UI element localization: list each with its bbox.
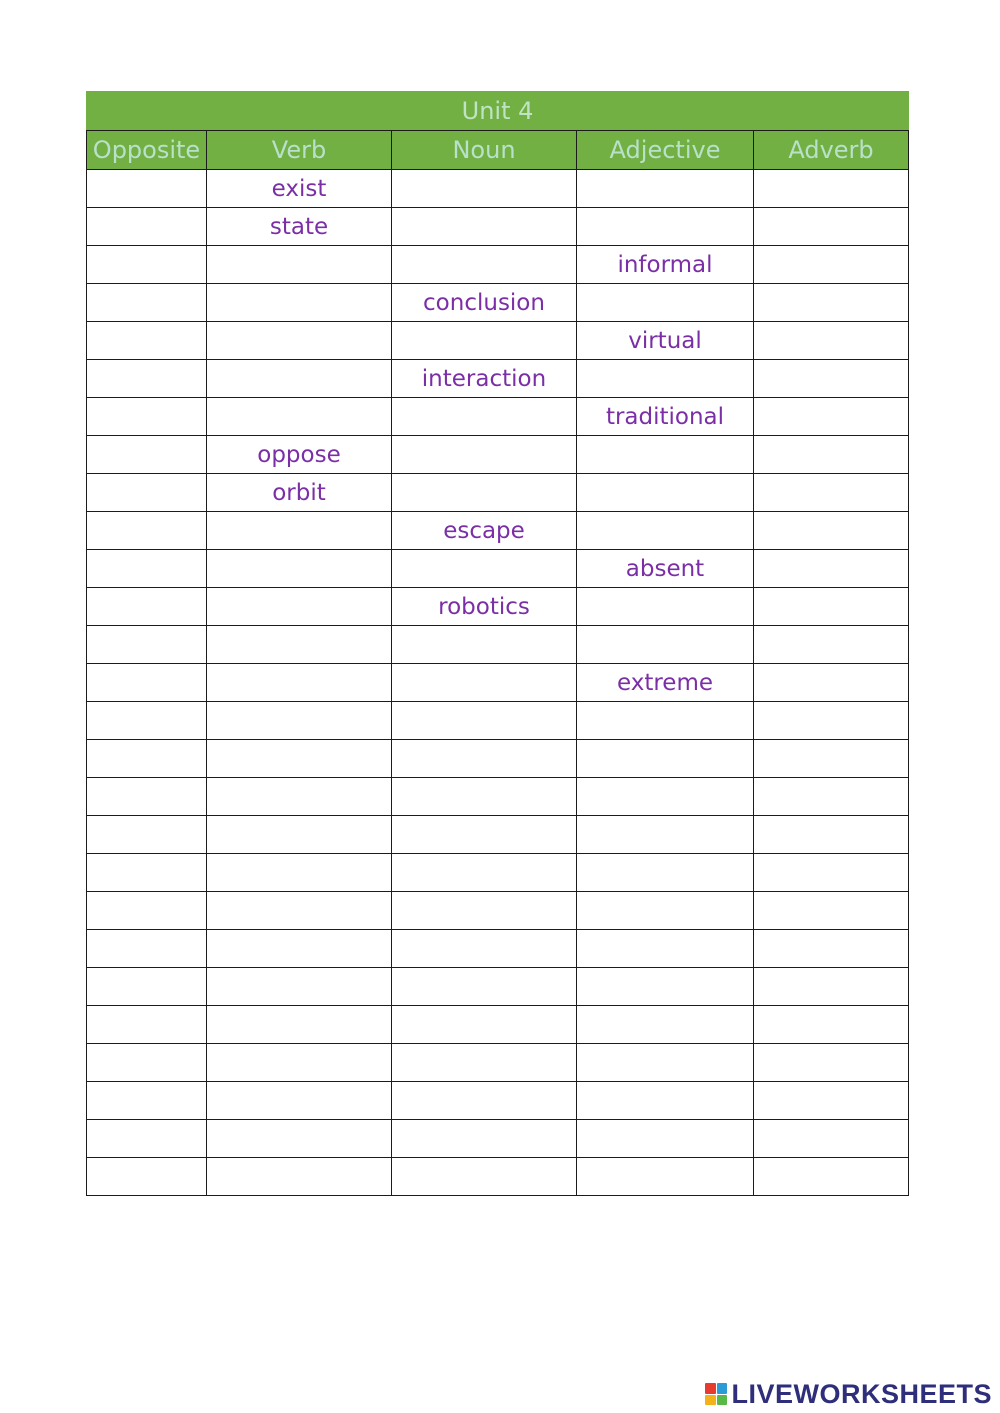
- cell-verb[interactable]: [207, 1120, 392, 1158]
- table-row: [87, 702, 909, 740]
- cell-opposite[interactable]: [87, 588, 207, 626]
- cell-opposite[interactable]: [87, 398, 207, 436]
- cell-opposite[interactable]: [87, 1006, 207, 1044]
- cell-verb[interactable]: [207, 626, 392, 664]
- cell-opposite[interactable]: [87, 816, 207, 854]
- cell-opposite[interactable]: [87, 1082, 207, 1120]
- cell-adverb[interactable]: [754, 284, 909, 322]
- cell-noun[interactable]: [392, 702, 577, 740]
- liveworksheets-logo-icon: [705, 1383, 727, 1405]
- cell-noun[interactable]: [392, 778, 577, 816]
- cell-verb[interactable]: [207, 930, 392, 968]
- cell-opposite[interactable]: [87, 284, 207, 322]
- cell-verb[interactable]: [207, 1082, 392, 1120]
- cell-adjective[interactable]: [577, 740, 754, 778]
- table-row: [87, 1082, 909, 1120]
- cell-verb[interactable]: [207, 968, 392, 1006]
- cell-adverb[interactable]: [754, 778, 909, 816]
- table-row: [87, 664, 909, 702]
- cell-adjective[interactable]: [577, 1082, 754, 1120]
- table-row: [87, 1120, 909, 1158]
- cell-adjective: traditional: [577, 398, 754, 436]
- cell-adverb[interactable]: [754, 664, 909, 702]
- cell-adverb[interactable]: [754, 550, 909, 588]
- cell-noun: robotics: [392, 588, 577, 626]
- cell-adjective[interactable]: [577, 968, 754, 1006]
- cell-noun[interactable]: [392, 968, 577, 1006]
- cell-opposite[interactable]: [87, 854, 207, 892]
- cell-verb[interactable]: [207, 550, 392, 588]
- cell-verb: oppose: [207, 436, 392, 474]
- cell-adjective[interactable]: [577, 1044, 754, 1082]
- liveworksheets-brand: [705, 1379, 992, 1409]
- table-row: [87, 740, 909, 778]
- cell-adverb[interactable]: [754, 626, 909, 664]
- cell-verb[interactable]: [207, 740, 392, 778]
- cell-verb: state: [207, 208, 392, 246]
- cell-adjective[interactable]: [577, 816, 754, 854]
- cell-adjective[interactable]: [577, 778, 754, 816]
- table-row: [87, 968, 909, 1006]
- cell-verb: exist: [207, 170, 392, 208]
- column-header-opposite: Opposite: [87, 131, 207, 170]
- table-row: [87, 778, 909, 816]
- cell-adjective: absent: [577, 550, 754, 588]
- cell-opposite[interactable]: [87, 778, 207, 816]
- cell-noun[interactable]: [392, 170, 577, 208]
- column-header-row: [87, 131, 909, 170]
- cell-noun[interactable]: [392, 1158, 577, 1196]
- cell-adverb[interactable]: [754, 1120, 909, 1158]
- table-row: [87, 892, 909, 930]
- cell-adverb[interactable]: [754, 816, 909, 854]
- table-row: [87, 436, 909, 474]
- table-row: [87, 474, 909, 512]
- cell-noun[interactable]: [392, 246, 577, 284]
- cell-verb[interactable]: [207, 816, 392, 854]
- table-row: [87, 360, 909, 398]
- cell-adverb[interactable]: [754, 1006, 909, 1044]
- cell-adjective[interactable]: [577, 1158, 754, 1196]
- cell-verb[interactable]: [207, 854, 392, 892]
- table-row: [87, 1006, 909, 1044]
- cell-verb[interactable]: [207, 322, 392, 360]
- word-formation-table: [86, 91, 909, 1196]
- table-row: [87, 284, 909, 322]
- cell-adverb[interactable]: [754, 322, 909, 360]
- cell-opposite[interactable]: [87, 1158, 207, 1196]
- table-row: [87, 398, 909, 436]
- cell-adverb[interactable]: [754, 512, 909, 550]
- cell-opposite[interactable]: [87, 474, 207, 512]
- cell-noun[interactable]: [392, 930, 577, 968]
- cell-verb[interactable]: [207, 1006, 392, 1044]
- cell-adverb[interactable]: [754, 740, 909, 778]
- cell-verb[interactable]: [207, 1158, 392, 1196]
- cell-adverb[interactable]: [754, 1044, 909, 1082]
- cell-adjective[interactable]: [577, 930, 754, 968]
- cell-noun[interactable]: [392, 626, 577, 664]
- cell-opposite[interactable]: [87, 702, 207, 740]
- cell-verb[interactable]: [207, 360, 392, 398]
- cell-adverb[interactable]: [754, 968, 909, 1006]
- worksheet: [86, 91, 908, 1196]
- cell-adjective[interactable]: [577, 208, 754, 246]
- cell-noun[interactable]: [392, 854, 577, 892]
- cell-adjective[interactable]: [577, 360, 754, 398]
- cell-verb[interactable]: [207, 664, 392, 702]
- cell-opposite[interactable]: [87, 246, 207, 284]
- cell-verb[interactable]: [207, 778, 392, 816]
- cell-verb: orbit: [207, 474, 392, 512]
- cell-opposite[interactable]: [87, 208, 207, 246]
- cell-adjective[interactable]: [577, 588, 754, 626]
- cell-verb[interactable]: [207, 284, 392, 322]
- cell-adverb[interactable]: [754, 930, 909, 968]
- cell-noun: interaction: [392, 360, 577, 398]
- cell-opposite[interactable]: [87, 512, 207, 550]
- table-row: [87, 550, 909, 588]
- cell-opposite[interactable]: [87, 436, 207, 474]
- cell-adjective[interactable]: [577, 626, 754, 664]
- column-header-noun: Noun: [392, 131, 577, 170]
- cell-adjective: extreme: [577, 664, 754, 702]
- cell-verb[interactable]: [207, 1044, 392, 1082]
- brand-name: LIVEWORKSHEETS: [731, 1378, 992, 1409]
- cell-noun[interactable]: [392, 1082, 577, 1120]
- cell-adverb[interactable]: [754, 360, 909, 398]
- table-row: [87, 930, 909, 968]
- cell-noun[interactable]: [392, 664, 577, 702]
- table-row: [87, 854, 909, 892]
- cell-adverb[interactable]: [754, 854, 909, 892]
- cell-opposite[interactable]: [87, 1120, 207, 1158]
- cell-verb[interactable]: [207, 512, 392, 550]
- cell-adverb[interactable]: [754, 208, 909, 246]
- table-row: [87, 1044, 909, 1082]
- cell-adverb[interactable]: [754, 588, 909, 626]
- cell-noun[interactable]: [392, 550, 577, 588]
- cell-adjective[interactable]: [577, 1120, 754, 1158]
- cell-opposite[interactable]: [87, 626, 207, 664]
- cell-adjective[interactable]: [577, 474, 754, 512]
- table-row: [87, 1158, 909, 1196]
- cell-adverb[interactable]: [754, 892, 909, 930]
- cell-adverb[interactable]: [754, 246, 909, 284]
- cell-adverb[interactable]: [754, 702, 909, 740]
- cell-opposite[interactable]: [87, 740, 207, 778]
- table-body: [87, 170, 909, 1196]
- cell-adverb[interactable]: [754, 398, 909, 436]
- cell-adjective[interactable]: [577, 854, 754, 892]
- cell-noun[interactable]: [392, 322, 577, 360]
- cell-adjective[interactable]: [577, 512, 754, 550]
- table-row: [87, 512, 909, 550]
- cell-adjective[interactable]: [577, 892, 754, 930]
- cell-noun[interactable]: [392, 474, 577, 512]
- cell-noun[interactable]: [392, 436, 577, 474]
- cell-opposite[interactable]: [87, 1044, 207, 1082]
- cell-opposite[interactable]: [87, 550, 207, 588]
- table-row: [87, 208, 909, 246]
- table-row: [87, 588, 909, 626]
- cell-adjective[interactable]: [577, 284, 754, 322]
- cell-noun: escape: [392, 512, 577, 550]
- cell-opposite[interactable]: [87, 968, 207, 1006]
- cell-opposite[interactable]: [87, 930, 207, 968]
- cell-adverb[interactable]: [754, 170, 909, 208]
- table-row: [87, 246, 909, 284]
- cell-opposite[interactable]: [87, 322, 207, 360]
- cell-noun[interactable]: [392, 1044, 577, 1082]
- cell-opposite[interactable]: [87, 664, 207, 702]
- cell-verb[interactable]: [207, 246, 392, 284]
- column-header-adverb: Adverb: [754, 131, 909, 170]
- cell-adverb[interactable]: [754, 1082, 909, 1120]
- cell-noun[interactable]: [392, 740, 577, 778]
- cell-adjective: virtual: [577, 322, 754, 360]
- cell-adverb[interactable]: [754, 474, 909, 512]
- cell-adverb[interactable]: [754, 436, 909, 474]
- cell-noun[interactable]: [392, 1120, 577, 1158]
- cell-verb[interactable]: [207, 588, 392, 626]
- cell-noun[interactable]: [392, 816, 577, 854]
- cell-adjective[interactable]: [577, 170, 754, 208]
- unit-title: Unit 4: [87, 92, 909, 131]
- column-header-adjective: Adjective: [577, 131, 754, 170]
- table-row: [87, 322, 909, 360]
- cell-verb[interactable]: [207, 892, 392, 930]
- title-row: [87, 92, 909, 131]
- table-row: [87, 816, 909, 854]
- cell-verb[interactable]: [207, 398, 392, 436]
- cell-adverb[interactable]: [754, 1158, 909, 1196]
- column-header-verb: Verb: [207, 131, 392, 170]
- cell-adjective[interactable]: [577, 1006, 754, 1044]
- cell-noun[interactable]: [392, 892, 577, 930]
- cell-noun[interactable]: [392, 208, 577, 246]
- cell-opposite[interactable]: [87, 360, 207, 398]
- cell-opposite[interactable]: [87, 170, 207, 208]
- table-row: [87, 626, 909, 664]
- cell-verb[interactable]: [207, 702, 392, 740]
- cell-noun: conclusion: [392, 284, 577, 322]
- cell-opposite[interactable]: [87, 892, 207, 930]
- table-row: [87, 170, 909, 208]
- cell-adjective[interactable]: [577, 436, 754, 474]
- cell-noun[interactable]: [392, 398, 577, 436]
- cell-adjective: informal: [577, 246, 754, 284]
- cell-adjective[interactable]: [577, 702, 754, 740]
- cell-noun[interactable]: [392, 1006, 577, 1044]
